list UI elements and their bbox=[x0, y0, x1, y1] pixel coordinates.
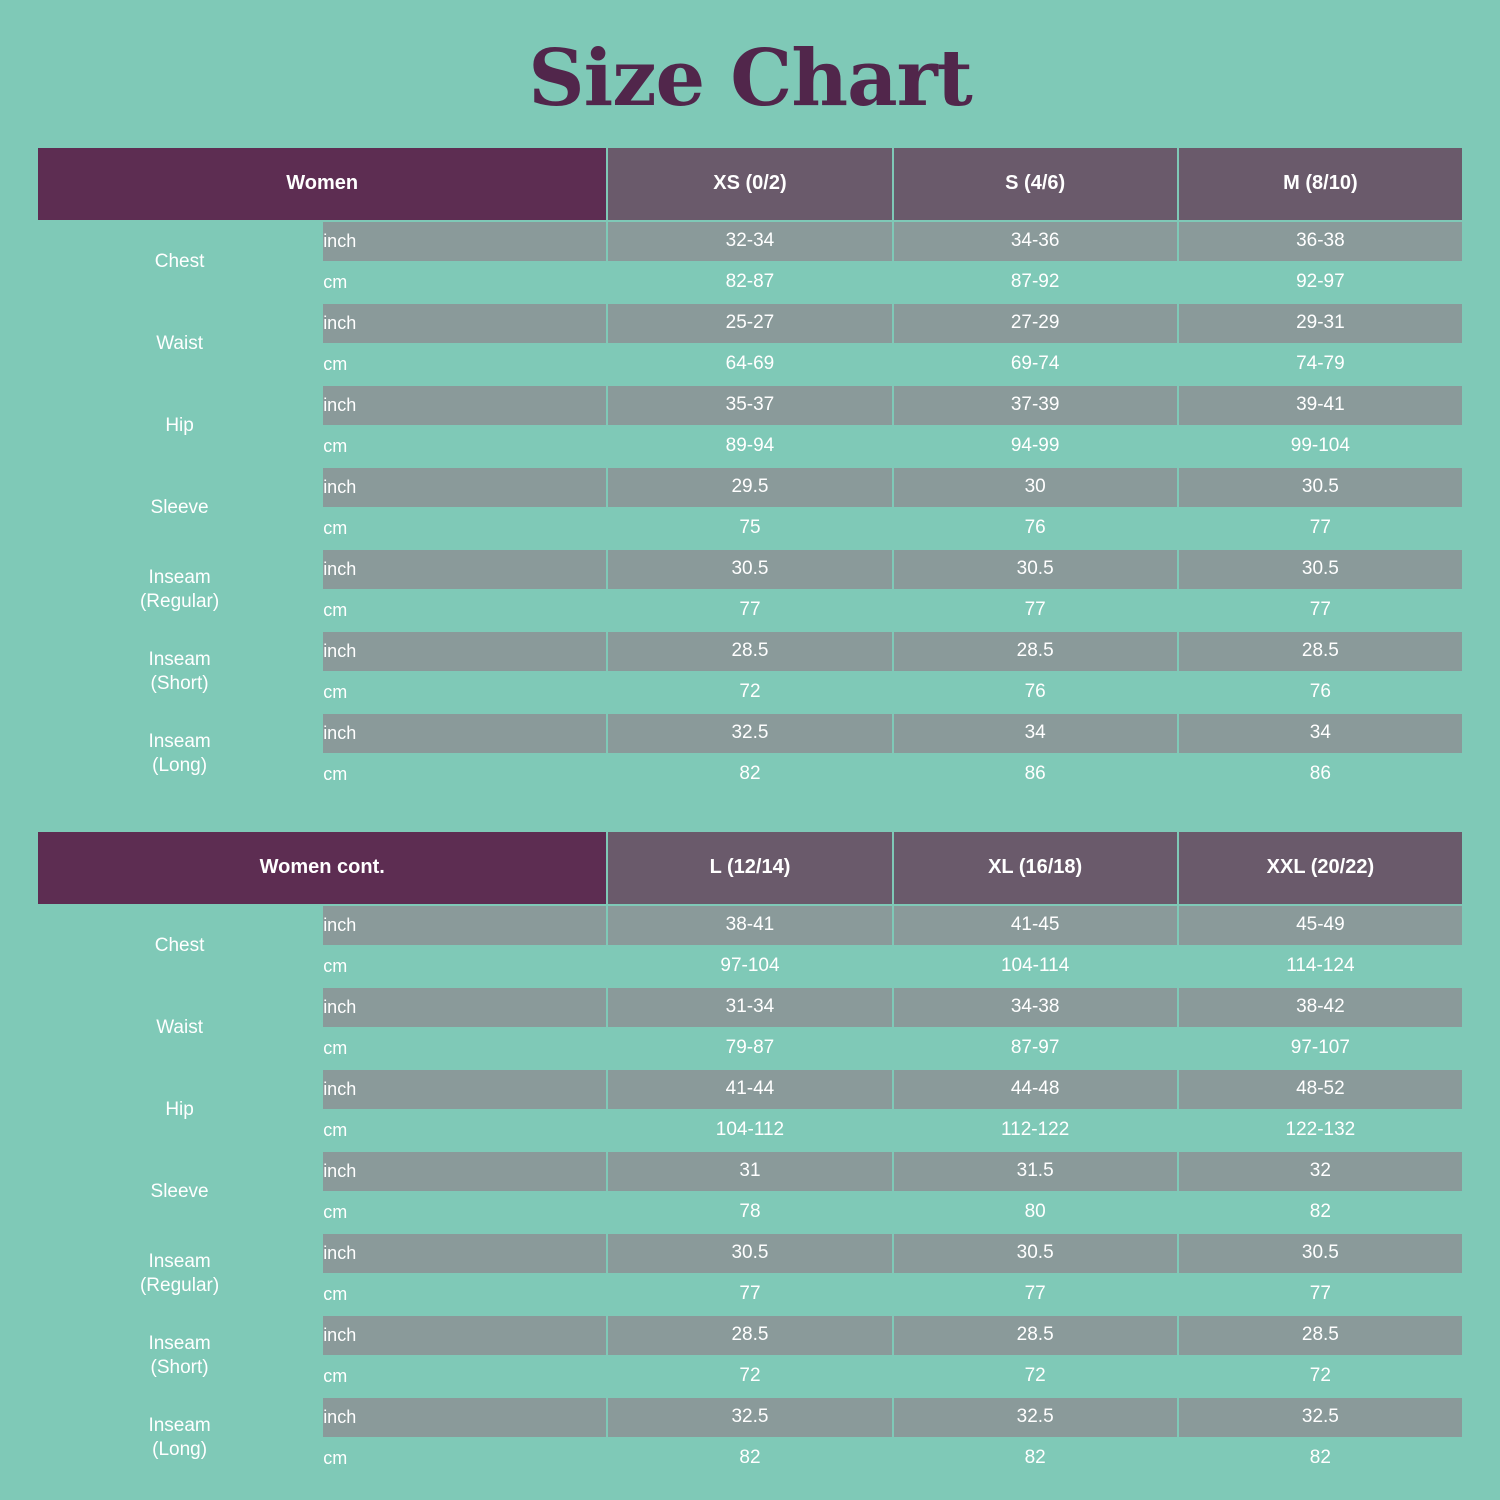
measurement-value: 77 bbox=[607, 1274, 892, 1315]
table-row bbox=[37, 221, 1463, 262]
measurement-value: 82 bbox=[893, 1438, 1178, 1479]
row-measure-label: Inseam (Regular) bbox=[37, 1233, 322, 1315]
header-size-2: XL (16/18) bbox=[893, 831, 1178, 905]
header-size-3: XXL (20/22) bbox=[1178, 831, 1463, 905]
unit-label-cm: cm bbox=[322, 754, 607, 795]
table-row bbox=[37, 1151, 1463, 1192]
measurement-value: 29-31 bbox=[1178, 303, 1463, 344]
measurement-value: 99-104 bbox=[1178, 426, 1463, 467]
measurement-value: 30.5 bbox=[893, 1233, 1178, 1274]
measurement-value: 87-97 bbox=[893, 1028, 1178, 1069]
measurement-value: 28.5 bbox=[607, 1315, 892, 1356]
measurement-value: 34 bbox=[893, 713, 1178, 754]
unit-label-inch: inch bbox=[322, 303, 607, 344]
unit-label-inch: inch bbox=[322, 713, 607, 754]
table-row bbox=[37, 467, 1463, 508]
measurement-value: 94-99 bbox=[893, 426, 1178, 467]
measurement-value: 79-87 bbox=[607, 1028, 892, 1069]
measurement-value: 25-27 bbox=[607, 303, 892, 344]
size-table bbox=[36, 830, 1464, 1480]
unit-label-inch: inch bbox=[322, 987, 607, 1028]
measurement-value: 32 bbox=[1178, 1151, 1463, 1192]
measurement-value: 104-112 bbox=[607, 1110, 892, 1151]
row-measure-label: Chest bbox=[37, 905, 322, 987]
measurement-value: 97-104 bbox=[607, 946, 892, 987]
table-row bbox=[37, 987, 1463, 1028]
measurement-value: 32.5 bbox=[1178, 1397, 1463, 1438]
row-measure-label: Hip bbox=[37, 385, 322, 467]
measurement-value: 34-38 bbox=[893, 987, 1178, 1028]
unit-label-cm: cm bbox=[322, 590, 607, 631]
row-measure-label: Waist bbox=[37, 303, 322, 385]
size-table bbox=[36, 146, 1464, 796]
table-row bbox=[37, 303, 1463, 344]
table-row bbox=[37, 905, 1463, 946]
measurement-value: 28.5 bbox=[1178, 1315, 1463, 1356]
measurement-value: 30.5 bbox=[607, 1233, 892, 1274]
measurement-value: 28.5 bbox=[607, 631, 892, 672]
measurement-value: 37-39 bbox=[893, 385, 1178, 426]
header-size-1: L (12/14) bbox=[607, 831, 892, 905]
measurement-value: 29.5 bbox=[607, 467, 892, 508]
unit-label-cm: cm bbox=[322, 262, 607, 303]
unit-label-cm: cm bbox=[322, 672, 607, 713]
table-row bbox=[37, 1397, 1463, 1438]
measurement-value: 82 bbox=[1178, 1438, 1463, 1479]
measurement-value: 30.5 bbox=[607, 549, 892, 590]
unit-label-cm: cm bbox=[322, 344, 607, 385]
header-size-2: S (4/6) bbox=[893, 147, 1178, 221]
row-measure-label: Sleeve bbox=[37, 1151, 322, 1233]
measurement-value: 76 bbox=[1178, 672, 1463, 713]
measurement-value: 86 bbox=[893, 754, 1178, 795]
measurement-value: 78 bbox=[607, 1192, 892, 1233]
measurement-value: 72 bbox=[893, 1356, 1178, 1397]
measurement-value: 35-37 bbox=[607, 385, 892, 426]
row-measure-label: Hip bbox=[37, 1069, 322, 1151]
row-measure-label: Chest bbox=[37, 221, 322, 303]
measurement-value: 82 bbox=[607, 754, 892, 795]
unit-label-cm: cm bbox=[322, 946, 607, 987]
size-tables-container bbox=[36, 146, 1464, 1480]
unit-label-inch: inch bbox=[322, 1233, 607, 1274]
measurement-value: 30.5 bbox=[893, 549, 1178, 590]
unit-label-cm: cm bbox=[322, 1274, 607, 1315]
unit-label-inch: inch bbox=[322, 905, 607, 946]
measurement-value: 28.5 bbox=[893, 1315, 1178, 1356]
measurement-value: 82 bbox=[607, 1438, 892, 1479]
measurement-value: 72 bbox=[1178, 1356, 1463, 1397]
measurement-value: 32.5 bbox=[607, 1397, 892, 1438]
measurement-value: 82-87 bbox=[607, 262, 892, 303]
measurement-value: 36-38 bbox=[1178, 221, 1463, 262]
unit-label-cm: cm bbox=[322, 1356, 607, 1397]
measurement-value: 75 bbox=[607, 508, 892, 549]
unit-label-inch: inch bbox=[322, 221, 607, 262]
unit-label-inch: inch bbox=[322, 467, 607, 508]
measurement-value: 77 bbox=[607, 590, 892, 631]
measurement-value: 112-122 bbox=[893, 1110, 1178, 1151]
measurement-value: 77 bbox=[893, 1274, 1178, 1315]
unit-label-inch: inch bbox=[322, 631, 607, 672]
page-title: Size Chart bbox=[528, 33, 972, 124]
measurement-value: 82 bbox=[1178, 1192, 1463, 1233]
row-measure-label: Inseam (Short) bbox=[37, 1315, 322, 1397]
measurement-value: 72 bbox=[607, 1356, 892, 1397]
unit-label-cm: cm bbox=[322, 1192, 607, 1233]
row-measure-label: Inseam (Long) bbox=[37, 713, 322, 795]
measurement-value: 44-48 bbox=[893, 1069, 1178, 1110]
measurement-value: 87-92 bbox=[893, 262, 1178, 303]
unit-label-cm: cm bbox=[322, 508, 607, 549]
measurement-value: 97-107 bbox=[1178, 1028, 1463, 1069]
measurement-value: 69-74 bbox=[893, 344, 1178, 385]
unit-label-cm: cm bbox=[322, 426, 607, 467]
measurement-value: 41-44 bbox=[607, 1069, 892, 1110]
measurement-value: 104-114 bbox=[893, 946, 1178, 987]
measurement-value: 39-41 bbox=[1178, 385, 1463, 426]
measurement-value: 114-124 bbox=[1178, 946, 1463, 987]
measurement-value: 92-97 bbox=[1178, 262, 1463, 303]
measurement-value: 30 bbox=[893, 467, 1178, 508]
measurement-value: 76 bbox=[893, 672, 1178, 713]
measurement-value: 30.5 bbox=[1178, 549, 1463, 590]
table-row bbox=[37, 549, 1463, 590]
measurement-value: 30.5 bbox=[1178, 1233, 1463, 1274]
measurement-value: 80 bbox=[893, 1192, 1178, 1233]
header-size-1: XS (0/2) bbox=[607, 147, 892, 221]
measurement-value: 45-49 bbox=[1178, 905, 1463, 946]
measurement-value: 28.5 bbox=[1178, 631, 1463, 672]
measurement-value: 122-132 bbox=[1178, 1110, 1463, 1151]
row-measure-label: Sleeve bbox=[37, 467, 322, 549]
measurement-value: 31 bbox=[607, 1151, 892, 1192]
table-header-row bbox=[37, 831, 1463, 905]
table-row bbox=[37, 713, 1463, 754]
unit-label-inch: inch bbox=[322, 1069, 607, 1110]
unit-label-inch: inch bbox=[322, 549, 607, 590]
measurement-value: 31.5 bbox=[893, 1151, 1178, 1192]
header-category-label: Women bbox=[37, 147, 607, 221]
measurement-value: 74-79 bbox=[1178, 344, 1463, 385]
unit-label-cm: cm bbox=[322, 1028, 607, 1069]
measurement-value: 77 bbox=[1178, 1274, 1463, 1315]
table-row bbox=[37, 1233, 1463, 1274]
unit-label-cm: cm bbox=[322, 1438, 607, 1479]
unit-label-inch: inch bbox=[322, 1397, 607, 1438]
measurement-value: 31-34 bbox=[607, 987, 892, 1028]
table-row bbox=[37, 385, 1463, 426]
row-measure-label: Inseam (Regular) bbox=[37, 549, 322, 631]
unit-label-inch: inch bbox=[322, 1315, 607, 1356]
header-size-3: M (8/10) bbox=[1178, 147, 1463, 221]
measurement-value: 32.5 bbox=[607, 713, 892, 754]
unit-label-cm: cm bbox=[322, 1110, 607, 1151]
measurement-value: 34 bbox=[1178, 713, 1463, 754]
table-row bbox=[37, 1069, 1463, 1110]
header-category-label: Women cont. bbox=[37, 831, 607, 905]
measurement-value: 32.5 bbox=[893, 1397, 1178, 1438]
measurement-value: 72 bbox=[607, 672, 892, 713]
measurement-value: 32-34 bbox=[607, 221, 892, 262]
measurement-value: 48-52 bbox=[1178, 1069, 1463, 1110]
measurement-value: 27-29 bbox=[893, 303, 1178, 344]
measurement-value: 76 bbox=[893, 508, 1178, 549]
measurement-value: 86 bbox=[1178, 754, 1463, 795]
measurement-value: 34-36 bbox=[893, 221, 1178, 262]
measurement-value: 28.5 bbox=[893, 631, 1178, 672]
measurement-value: 30.5 bbox=[1178, 467, 1463, 508]
row-measure-label: Inseam (Long) bbox=[37, 1397, 322, 1479]
measurement-value: 64-69 bbox=[607, 344, 892, 385]
measurement-value: 41-45 bbox=[893, 905, 1178, 946]
table-row bbox=[37, 631, 1463, 672]
measurement-value: 77 bbox=[1178, 590, 1463, 631]
table-row bbox=[37, 1315, 1463, 1356]
measurement-value: 89-94 bbox=[607, 426, 892, 467]
row-measure-label: Waist bbox=[37, 987, 322, 1069]
measurement-value: 38-42 bbox=[1178, 987, 1463, 1028]
row-measure-label: Inseam (Short) bbox=[37, 631, 322, 713]
table-header-row bbox=[37, 147, 1463, 221]
measurement-value: 77 bbox=[893, 590, 1178, 631]
unit-label-inch: inch bbox=[322, 385, 607, 426]
measurement-value: 77 bbox=[1178, 508, 1463, 549]
unit-label-inch: inch bbox=[322, 1151, 607, 1192]
measurement-value: 38-41 bbox=[607, 905, 892, 946]
